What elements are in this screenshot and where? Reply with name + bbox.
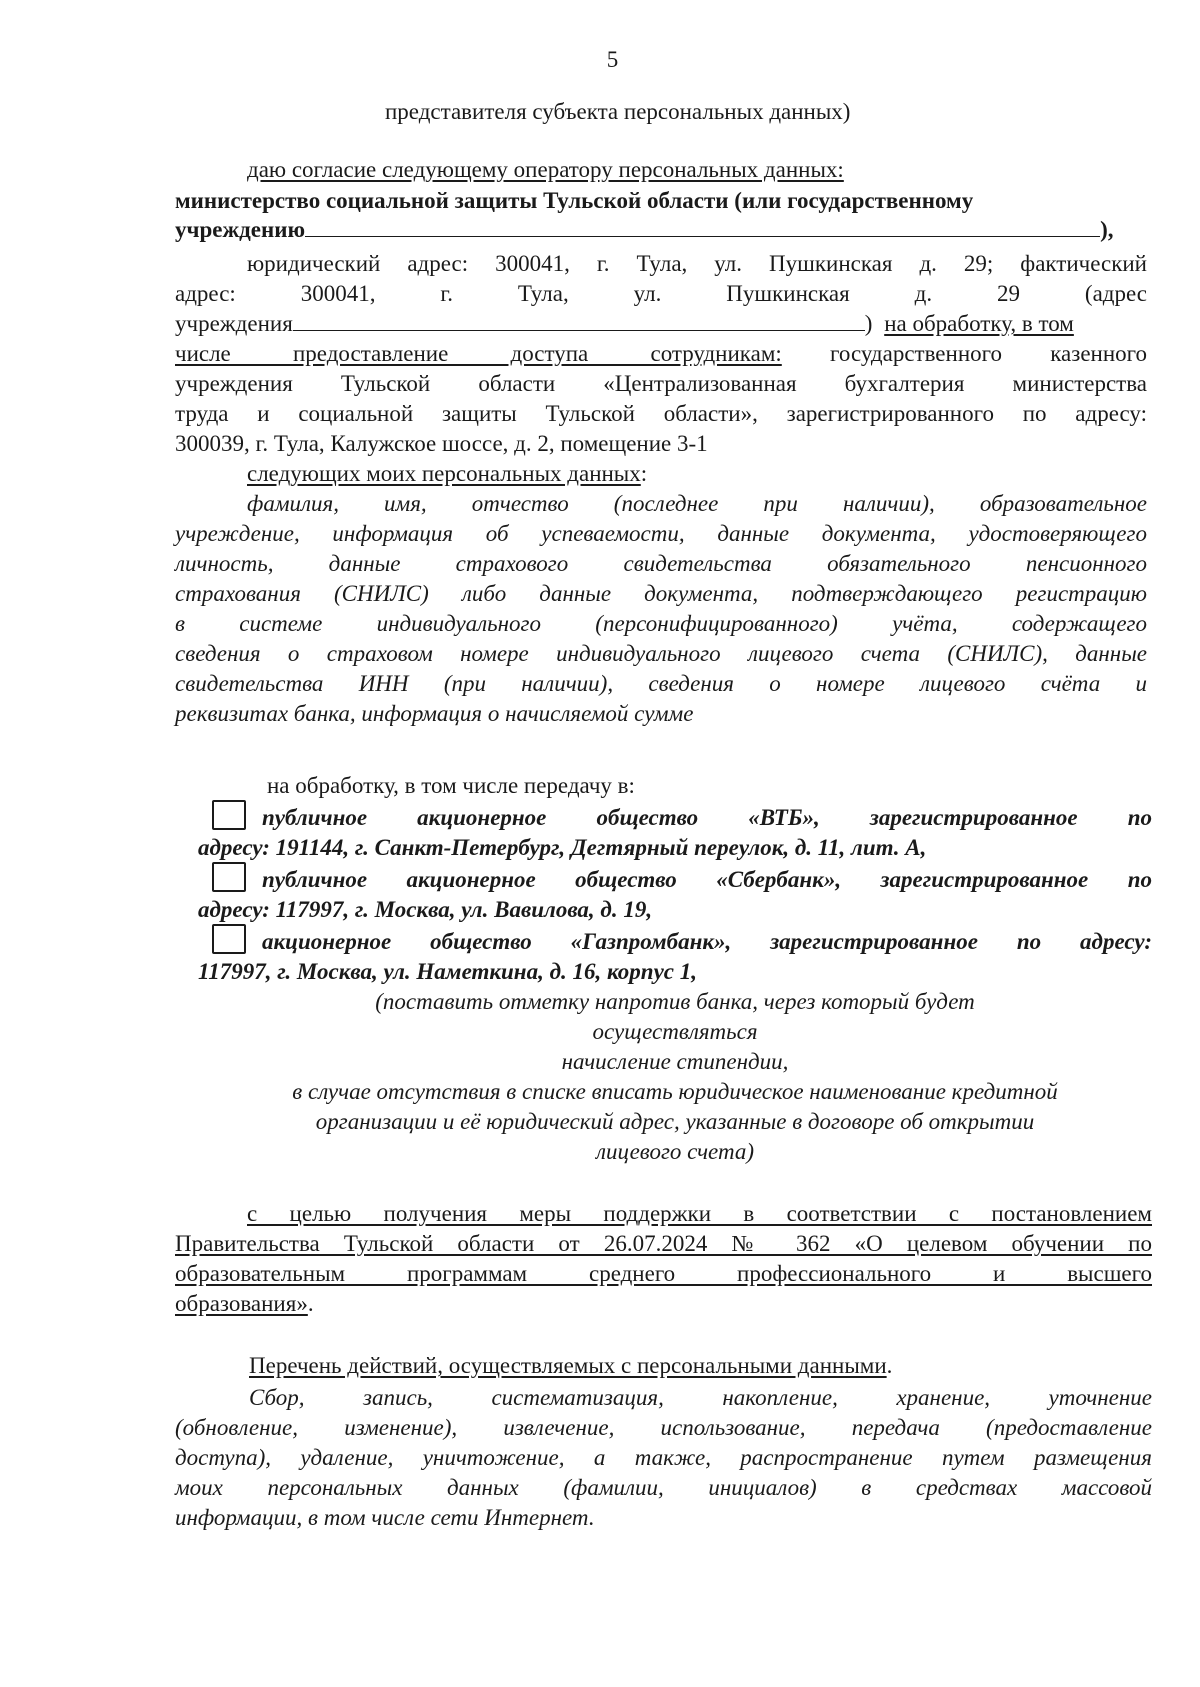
data-line: реквизитах банка, информация о начисляемой сумме [175,701,694,726]
purpose-line: образовательным программам среднего профессионального и высшего [175,1261,1152,1286]
address-line-4-underlined: числе предоставление доступа сотрудникам: [175,341,782,366]
purpose-end: . [307,1291,314,1316]
note-line: осуществляться [592,1019,758,1044]
address-line-4-rest: государственного казенного [830,341,1148,366]
bank-gazprom-line-1 [212,924,1152,957]
bank-sber-line-2: адресу: 117997, г. Москва, ул. Вавилова, д. 19, [198,897,653,922]
bank-gazprom-name: акционерное общество «Газпромбанк», зарегистрированное по адресу: [262,929,1152,954]
operator-line-2 [175,214,1155,245]
bank-gazprom-checkbox[interactable] [212,924,246,954]
data-line: личность, данные страхового свидетельства обязательного пенсионного [175,551,1147,576]
data-line: учреждение, информация об успеваемости, данные документа, удостоверяющего [175,521,1147,546]
operator-blank-line [305,214,1100,237]
purpose-line: с целью получения меры поддержки в соответствии с постановлением [247,1201,1152,1226]
address-line-1: юридический адрес: 300041, г. Тула, ул. Пушкинская д. 29; фактический [247,251,1147,276]
actions-line: моих персональных данных (фамилии, инициалов) в средствах массовой [175,1475,1152,1500]
page-number: 5 [606,47,619,72]
data-line: свидетельства ИНН (при наличии), сведения о номере лицевого счёта и [175,671,1147,696]
purpose-line-last-text: образования» [175,1291,308,1316]
bank-vtb-line-2: адресу: 191144, г. Санкт-Петербург, Дегтярный переулок, д. 11, лит. А, [198,835,927,860]
note-line: (поставить отметку напротив банка, через который будет [375,989,975,1014]
operator-line-1: министерство социальной защиты Тульской области (или государственному [175,188,974,213]
address-line-3-underlined: на обработку, в том [884,311,1074,336]
bank-sber-name: публичное акционерное общество «Сбербанк», зарегистрированное по [262,867,1152,892]
bank-vtb-name: публичное акционерное общество «ВТБ», зарегистрированное по [262,805,1152,830]
bank-vtb-line-1 [212,800,1152,833]
actions-heading-end: . [886,1353,893,1378]
address-line-3-text: учреждения [175,311,293,336]
operator-line-2-text: учреждению [175,217,306,242]
purpose-line: Правительства Тульской области от 26.07.2024 № 362 «О целевом обучении по [175,1231,1152,1256]
data-line: фамилия, имя, отчество (последнее при наличии), образовательное [247,491,1147,516]
operator-line-2-end: ), [1100,217,1114,242]
address-line-4 [175,338,1147,369]
consent-intro: даю согласие следующему оператору персональных данных: [247,157,844,182]
address-line-3-close: ) [864,311,873,336]
actions-line: доступа), удаление, уничтожение, а также, распространение путем размещения [175,1445,1152,1470]
bank-sber-line-1 [212,862,1152,895]
actions-line: Сбор, запись, систематизация, накопление, хранение, уточнение [249,1385,1152,1410]
address-line-3 [175,308,1150,339]
data-line: страхования (СНИЛС) либо данные документа, подтверждающего регистрацию [175,581,1147,606]
note-line: в случае отсутствия в списке вписать юридическое наименование кредитной [292,1079,1058,1104]
data-heading-colon: : [640,461,648,486]
data-line: сведения о страховом номере индивидуального лицевого счета (СНИЛС), данные [175,641,1147,666]
address-line-6: труда и социальной защиты Тульской области», зарегистрированного по адресу: [175,401,1147,426]
note-line: начисление стипендии, [561,1049,789,1074]
data-heading [247,458,647,489]
data-heading-text: следующих моих персональных данных [247,461,641,486]
actions-heading [249,1350,892,1381]
bank-sber-checkbox[interactable] [212,862,246,892]
transfer-intro: на обработку, в том числе передачу в: [267,773,635,798]
actions-line: (обновление, изменение), извлечение, использование, передача (предоставление [175,1415,1152,1440]
address-line-2: адрес: 300041, г. Тула, ул. Пушкинская д. 29 (адрес [175,281,1147,306]
bank-vtb-checkbox[interactable] [212,800,246,830]
institution-blank-line [293,308,865,331]
address-line-5: учреждения Тульской области «Централизованная бухгалтерия министерства [175,371,1147,396]
purpose-line-last [175,1288,314,1319]
bank-gazprom-line-2: 117997, г. Москва, ул. Наметкина, д. 16, корпус 1, [198,959,697,984]
address-line-7: 300039, г. Тула, Калужское шоссе, д. 2, помещение 3-1 [175,431,708,456]
actions-heading-text: Перечень действий, осуществляемых с персональными данными [249,1353,887,1378]
header-line: представителя субъекта персональных данных) [385,99,851,124]
note-line: организации и её юридический адрес, указанные в договоре об открытии [315,1109,1035,1134]
note-line: лицевого счета) [595,1139,755,1164]
data-line: в системе индивидуального (персонифицированного) учёта, содержащего [175,611,1147,636]
actions-line: информации, в том числе сети Интернет. [175,1505,595,1530]
